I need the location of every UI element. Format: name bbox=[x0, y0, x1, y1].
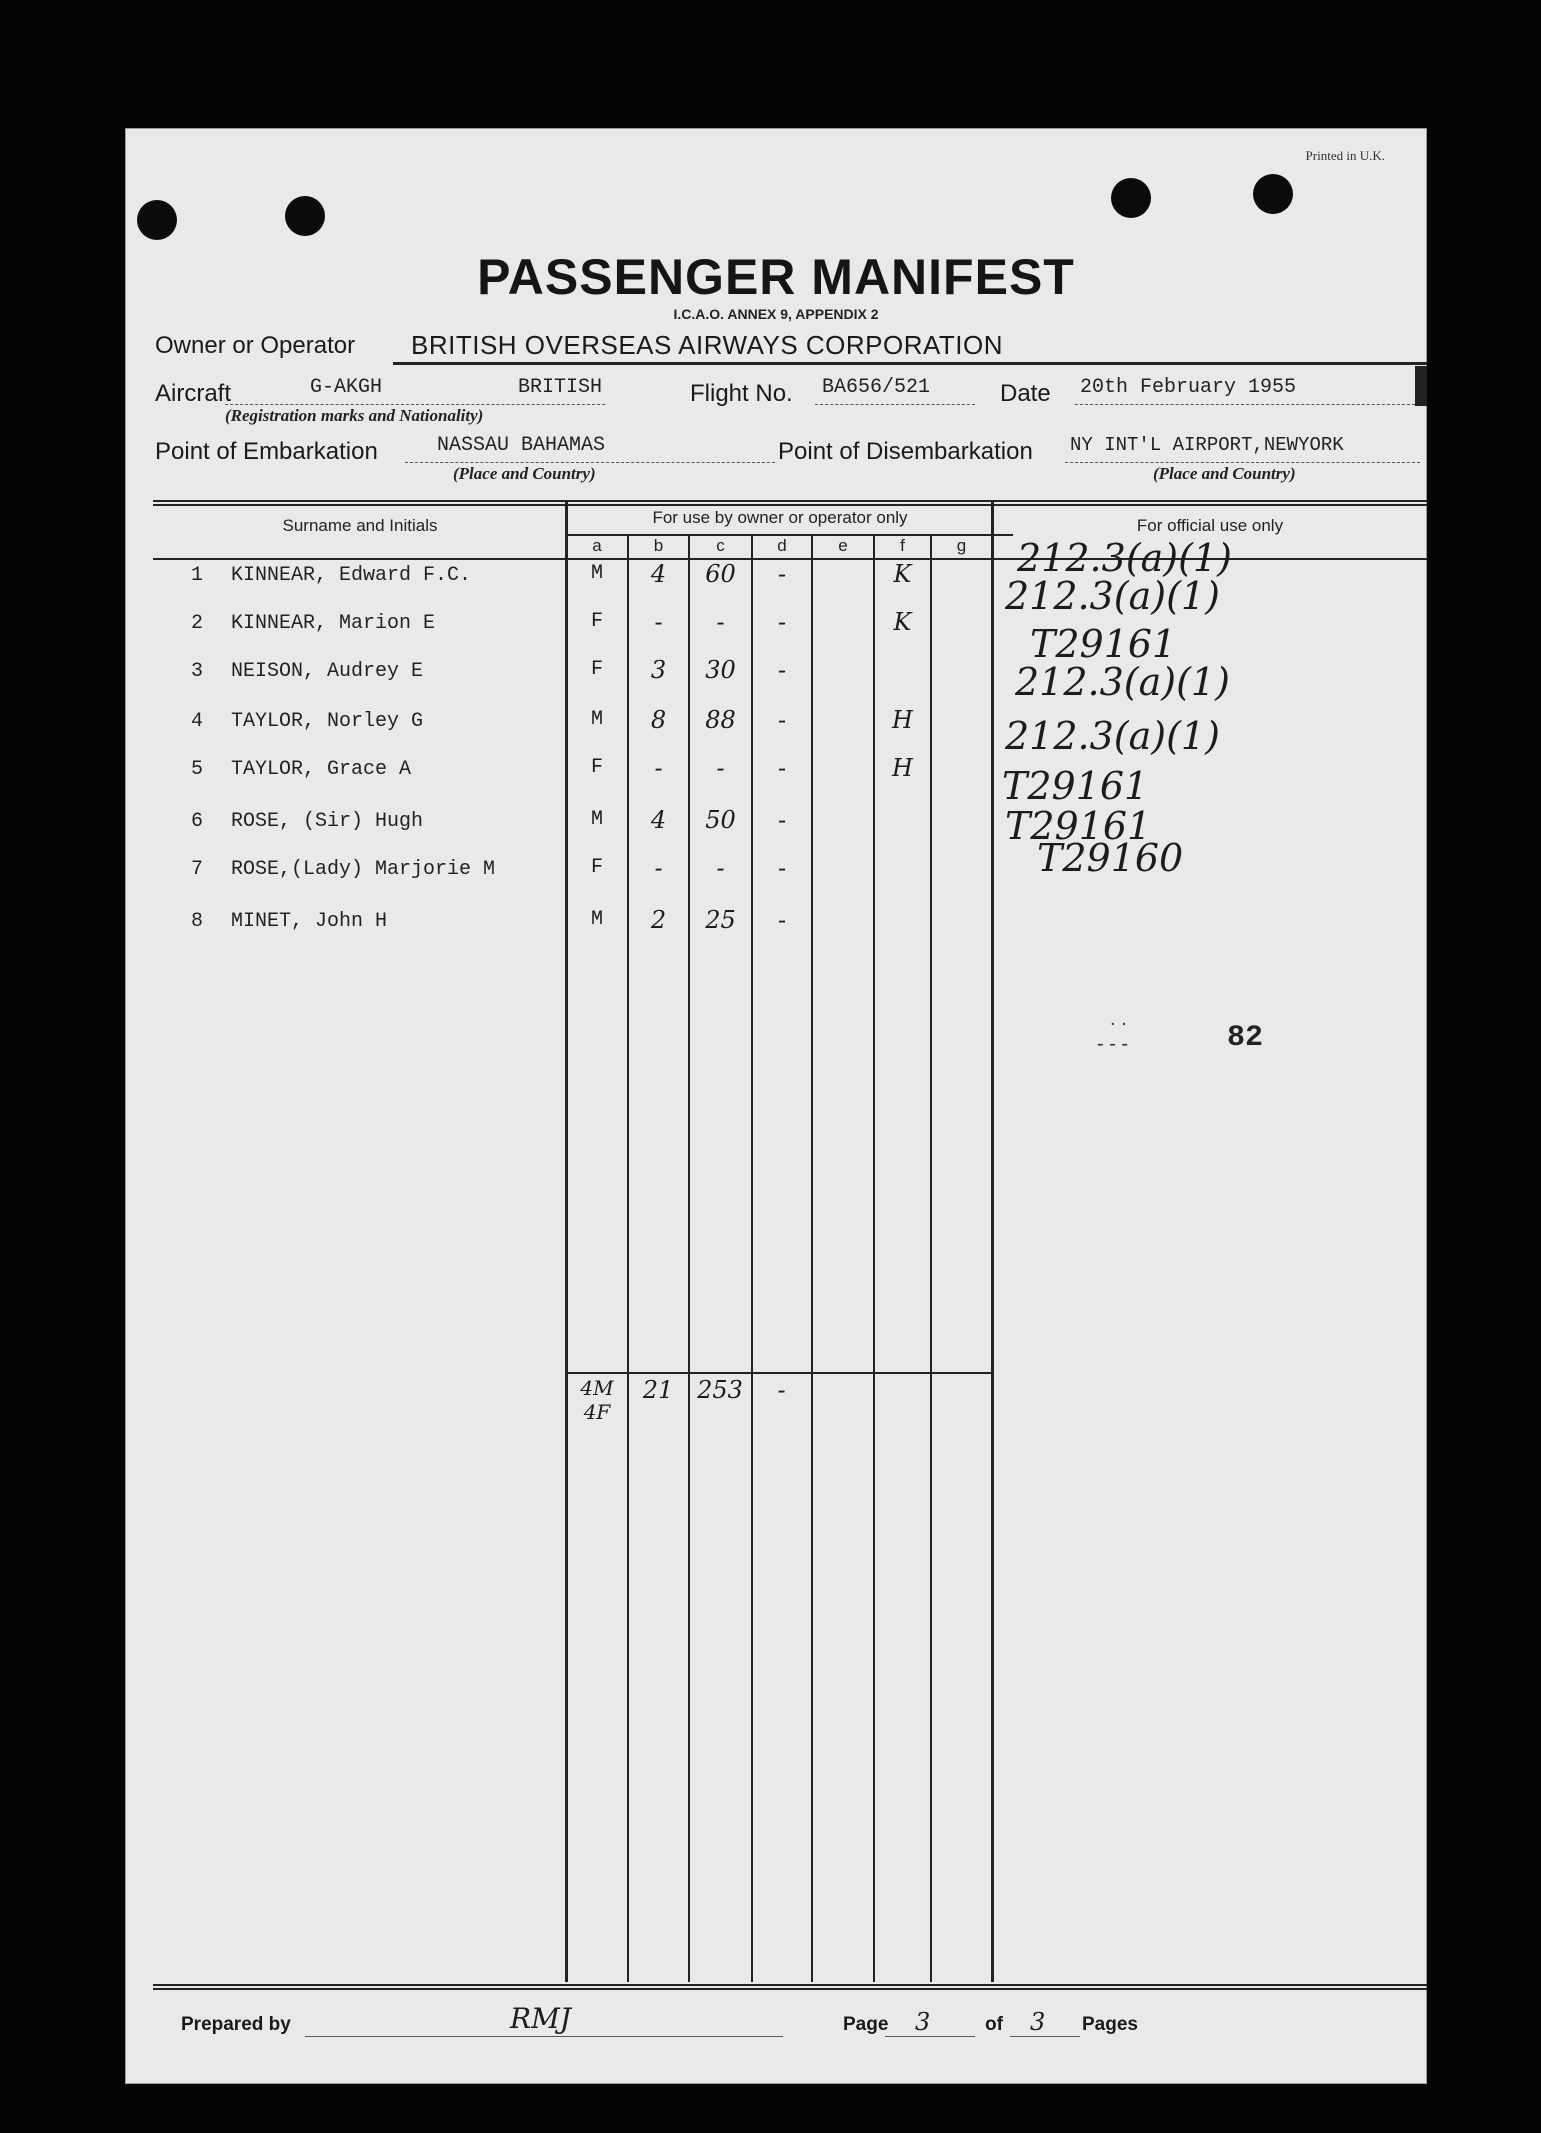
official-dots: . . bbox=[1110, 1008, 1127, 1030]
cell-a: F bbox=[590, 756, 603, 779]
column-letter: c bbox=[716, 536, 725, 555]
prepared-value: RMJ bbox=[510, 2002, 571, 2035]
official-header: For official use only bbox=[1136, 516, 1284, 535]
official-entry: 212.3(a)(1) bbox=[1015, 660, 1230, 704]
cell-f: H bbox=[892, 706, 913, 734]
official-extra: 82 bbox=[1227, 1021, 1264, 1055]
passenger-name: MINET, John H bbox=[231, 910, 388, 933]
column-letter: g bbox=[956, 536, 967, 555]
prepared-label: Prepared by bbox=[181, 2014, 291, 2035]
row-number: 6 bbox=[191, 810, 204, 833]
cell-a: M bbox=[590, 908, 603, 931]
of-label: of bbox=[985, 2014, 1003, 2035]
cell-a: F bbox=[590, 610, 603, 633]
page-title: PASSENGER MANIFEST bbox=[477, 249, 1075, 305]
column-letter: f bbox=[900, 536, 905, 555]
manifest-page bbox=[125, 128, 1427, 2084]
cell-b: - bbox=[654, 754, 663, 782]
cell-c: 30 bbox=[705, 656, 736, 684]
official-entry: 212.3(a)(1) bbox=[1005, 574, 1220, 618]
cell-c: - bbox=[716, 608, 725, 636]
total-c: 253 bbox=[697, 1376, 743, 1404]
column-letter: d bbox=[777, 536, 787, 555]
cell-f: K bbox=[893, 560, 912, 588]
embarkation-value: NASSAU BAHAMAS bbox=[437, 434, 606, 457]
cell-f: K bbox=[893, 608, 912, 636]
punch-hole bbox=[137, 200, 177, 240]
cell-c: - bbox=[716, 754, 725, 782]
printed-note: Printed in U.K. bbox=[1305, 148, 1385, 163]
cell-d: - bbox=[777, 608, 787, 636]
pages-label: Pages bbox=[1082, 2014, 1138, 2035]
passenger-name: ROSE, (Sir) Hugh bbox=[231, 810, 424, 833]
row-number: 5 bbox=[191, 758, 204, 781]
page-value: 3 bbox=[915, 2008, 931, 2036]
aircraft-nationality: BRITISH bbox=[518, 376, 603, 399]
cell-c: - bbox=[716, 854, 725, 882]
cell-c: 50 bbox=[705, 806, 736, 834]
cell-d: - bbox=[777, 906, 787, 934]
cell-a: M bbox=[590, 808, 603, 831]
passenger-name: KINNEAR, Marion E bbox=[231, 612, 436, 635]
passenger-name: ROSE,(Lady) Marjorie M bbox=[231, 858, 496, 881]
official-entry: 212.3(a)(1) bbox=[1017, 536, 1232, 580]
cell-c: 88 bbox=[705, 706, 736, 734]
official-entry: T29161 bbox=[1005, 804, 1152, 848]
cell-f: H bbox=[892, 754, 913, 782]
cell-b: - bbox=[654, 854, 663, 882]
punch-hole bbox=[1111, 178, 1151, 218]
cell-c: 25 bbox=[705, 906, 736, 934]
embarkation-caption: (Place and Country) bbox=[453, 464, 596, 483]
cell-b: - bbox=[654, 608, 663, 636]
page-label: Page bbox=[843, 2014, 889, 2035]
row-number: 2 bbox=[191, 612, 204, 635]
cell-d: - bbox=[777, 806, 787, 834]
date-value: 20th February 1955 bbox=[1080, 376, 1297, 399]
embarkation-label: Point of Embarkation bbox=[155, 438, 378, 465]
cell-d: - bbox=[777, 706, 787, 734]
operator-header: For use by owner or operator only bbox=[652, 508, 908, 527]
cell-b: 4 bbox=[650, 806, 667, 834]
punch-hole bbox=[285, 196, 325, 236]
column-letter: e bbox=[838, 536, 848, 555]
total-a-male: 4M bbox=[580, 1376, 614, 1400]
column-letter: b bbox=[653, 536, 664, 555]
passenger-name: TAYLOR, Grace A bbox=[231, 758, 412, 781]
cell-a: F bbox=[590, 658, 603, 681]
official-dashes: - - - bbox=[1097, 1033, 1129, 1055]
cell-a: M bbox=[590, 562, 603, 585]
surname-header: Surname and Initials bbox=[282, 516, 438, 535]
owner-value: BRITISH OVERSEAS AIRWAYS CORPORATION bbox=[411, 330, 1004, 360]
cell-a: F bbox=[590, 856, 603, 879]
official-entry: T29160 bbox=[1037, 836, 1184, 880]
divider bbox=[393, 362, 1427, 365]
cell-d: - bbox=[777, 854, 787, 882]
punch-hole bbox=[1253, 174, 1293, 214]
official-entry: T29161 bbox=[1002, 764, 1149, 808]
disembarkation-label: Point of Disembarkation bbox=[778, 438, 1033, 465]
cell-d: - bbox=[777, 754, 787, 782]
aircraft-caption: (Registration marks and Nationality) bbox=[225, 406, 484, 425]
passenger-name: TAYLOR, Norley G bbox=[231, 710, 424, 733]
cell-b: 3 bbox=[650, 656, 667, 684]
official-entry: 212.3(a)(1) bbox=[1005, 714, 1220, 758]
cell-b: 8 bbox=[650, 706, 667, 734]
row-number: 4 bbox=[191, 710, 204, 733]
passenger-name: NEISON, Audrey E bbox=[231, 660, 424, 683]
row-number: 8 bbox=[191, 910, 204, 933]
row-number: 7 bbox=[191, 858, 204, 881]
row-number: 3 bbox=[191, 660, 204, 683]
cell-b: 2 bbox=[650, 906, 667, 934]
flight-value: BA656/521 bbox=[822, 376, 931, 399]
cell-b: 4 bbox=[650, 560, 667, 588]
cell-d: - bbox=[777, 656, 787, 684]
passenger-name: KINNEAR, Edward F.C. bbox=[231, 564, 472, 587]
aircraft-registration: G-AKGH bbox=[310, 376, 383, 399]
disembarkation-value: NY INT'L AIRPORT,NEWYORK bbox=[1070, 434, 1344, 456]
flight-label: Flight No. bbox=[690, 380, 793, 407]
of-value: 3 bbox=[1030, 2008, 1046, 2036]
cell-d: - bbox=[777, 560, 787, 588]
owner-label: Owner or Operator bbox=[155, 332, 356, 359]
row-number: 1 bbox=[191, 564, 204, 587]
date-label: Date bbox=[1000, 380, 1051, 407]
total-a-female: 4F bbox=[583, 1400, 611, 1424]
page-subtitle: I.C.A.O. ANNEX 9, APPENDIX 2 bbox=[673, 306, 879, 322]
cell-a: M bbox=[590, 708, 603, 731]
disembarkation-caption: (Place and Country) bbox=[1153, 464, 1296, 483]
total-b: 21 bbox=[642, 1376, 674, 1404]
aircraft-label: Aircraft bbox=[155, 380, 232, 407]
column-letter: a bbox=[592, 536, 602, 555]
official-entry: T29161 bbox=[1030, 622, 1177, 666]
cell-c: 60 bbox=[705, 560, 736, 588]
total-d: - bbox=[777, 1376, 786, 1404]
